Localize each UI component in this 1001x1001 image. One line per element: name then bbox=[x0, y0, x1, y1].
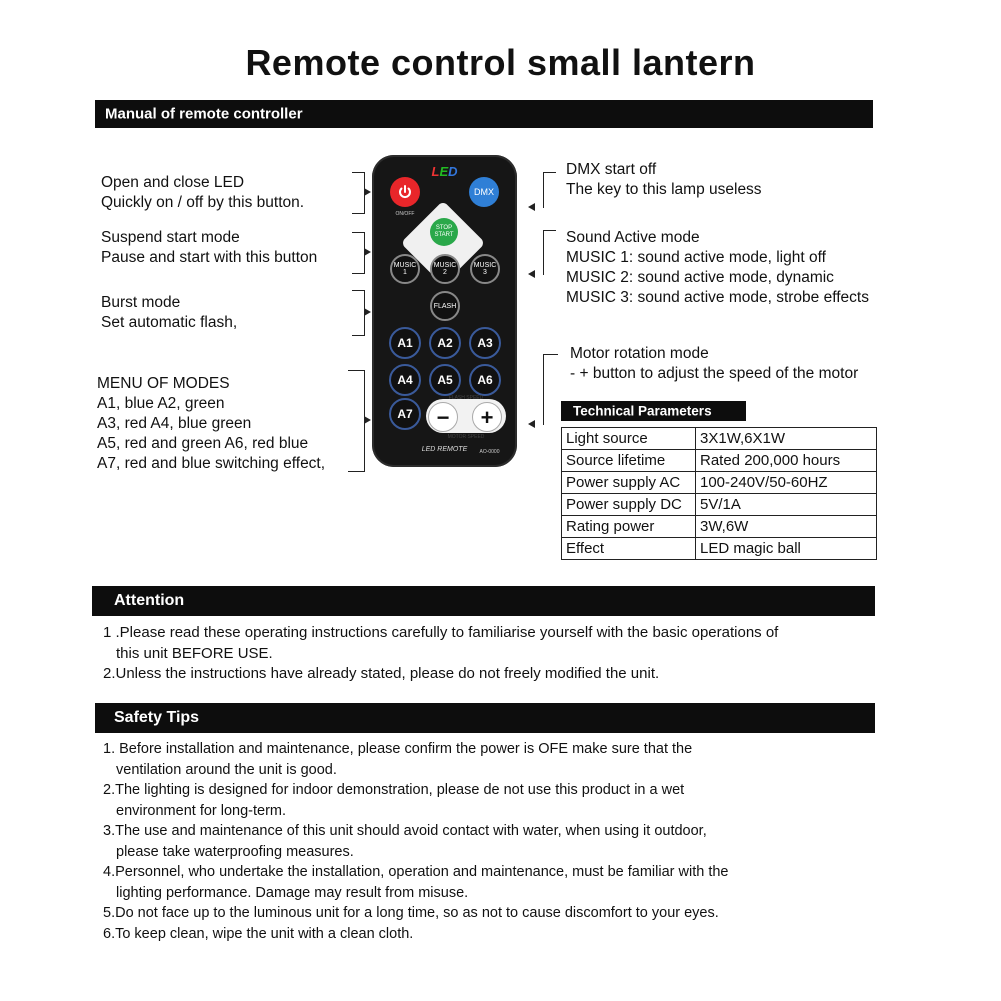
remote-footer: LED REMOTE bbox=[421, 446, 468, 453]
note-stop-start: Suspend start mode Pause and start with this button bbox=[101, 229, 318, 266]
attention-list: 1 .Please read these operating instructions carefully to familiarise yourself with the basic operations of this unit BEFORE USE. 2.Unless the instructions have already stated, please do not freely modified the unit. bbox=[103, 624, 779, 682]
on-off-label: ON/OFF bbox=[395, 211, 415, 217]
dmx-button[interactable]: DMX bbox=[469, 177, 499, 207]
motor-speed-label: MOTOR SPEED bbox=[447, 434, 485, 440]
arrow-left-4 bbox=[364, 416, 371, 424]
minus-button[interactable] bbox=[428, 402, 458, 432]
flash-button[interactable]: FLASH bbox=[430, 291, 460, 321]
arrow-left-1 bbox=[364, 188, 371, 196]
power-button[interactable] bbox=[390, 177, 420, 207]
tech-params-header-bar bbox=[561, 401, 746, 421]
table-row: Source lifetime Rated 200,000 hours bbox=[562, 450, 877, 472]
attention-header: Attention bbox=[114, 592, 185, 609]
remote-model: AO-0000 bbox=[479, 449, 500, 455]
table-row: Rating power 3W,6W bbox=[562, 516, 877, 538]
menu-of-modes: MENU OF MODES A1, blue A2, green A3, red A4, blue green A5, red and green A6, red blue A7, red and blue switching effect, bbox=[97, 375, 326, 472]
safety-list: 1. Before installation and maintenance, please confirm the power is OFE make sure that the ventilation around the unit is good. 2.The lighting is designed for indoor demonstration, please de not use this product in a wet environment for long-term. 3.The use and maintenance of this unit should avoid contact with water, when using it outdoor, please take waterproofing measures. 4.Personnel, who undertake the installation, operation and maintenance, must be familiar with the lighting performance. Damage may result from misuse. 5.Do not face up to the luminous unit for a long time, so as not to cause discomfort to your eyes. 6.To keep clean, wipe the unit with a clean cloth. bbox=[103, 741, 729, 942]
arrow-right-2 bbox=[528, 270, 535, 278]
safety-header: Safety Tips bbox=[114, 709, 200, 726]
manual-header-bar bbox=[95, 100, 873, 128]
bracket-left-4 bbox=[348, 370, 365, 472]
arrow-left-3 bbox=[364, 308, 371, 316]
mode-a6-button[interactable]: A6 bbox=[469, 364, 501, 396]
music-3-button[interactable]: MUSIC 3 bbox=[470, 254, 500, 284]
note-sound-active: Sound Active mode MUSIC 1: sound active mode, light off MUSIC 2: sound active mode, dynamic MUSIC 3: sound active mode, strobe effects bbox=[566, 229, 869, 306]
page-title: Remote control small lantern bbox=[245, 42, 756, 83]
mode-a3-button[interactable]: A3 bbox=[469, 327, 501, 359]
music-1-button[interactable]: MUSIC 1 bbox=[390, 254, 420, 284]
mode-a7-button[interactable]: A7 bbox=[389, 398, 421, 430]
remote-brand: LED bbox=[431, 164, 458, 179]
remote-control bbox=[372, 155, 517, 467]
power-icon bbox=[397, 184, 413, 200]
bracket-right-3 bbox=[543, 354, 558, 425]
table-row: Light source 3X1W,6X1W bbox=[562, 428, 877, 450]
menu-heading: MENU OF MODES bbox=[97, 375, 230, 392]
bracket-right-2 bbox=[543, 230, 556, 275]
music-2-button[interactable]: MUSIC 2 bbox=[430, 254, 460, 284]
tech-params-table bbox=[561, 427, 877, 560]
mode-a4-button[interactable]: A4 bbox=[389, 364, 421, 396]
manual-header: Manual of remote controller bbox=[105, 105, 303, 123]
minus-icon: − bbox=[436, 404, 450, 430]
arrow-left-2 bbox=[364, 248, 371, 256]
note-dmx: DMX start off The key to this lamp useless bbox=[566, 161, 762, 198]
note-on-off: Open and close LED Quickly on / off by this button. bbox=[101, 174, 305, 211]
mode-a5-button[interactable]: A5 bbox=[429, 364, 461, 396]
note-motor: Motor rotation mode - + button to adjust the speed of the motor bbox=[570, 345, 859, 382]
table-row: Effect LED magic ball bbox=[562, 538, 877, 560]
table-row: Power supply AC 100-240V/50-60HZ bbox=[562, 472, 877, 494]
arrow-right-3 bbox=[528, 420, 535, 428]
table-row: Power supply DC 5V/1A bbox=[562, 494, 877, 516]
arrow-right-1 bbox=[528, 203, 535, 211]
safety-header-bar bbox=[95, 703, 875, 733]
note-flash: Burst mode Set automatic flash, bbox=[101, 294, 238, 331]
mode-a2-button[interactable]: A2 bbox=[429, 327, 461, 359]
tech-params-header: Technical Parameters bbox=[573, 403, 712, 419]
bracket-right-1 bbox=[543, 172, 556, 208]
flash-speed-label: FLASH SPEED bbox=[448, 395, 484, 401]
plus-button[interactable] bbox=[472, 402, 502, 432]
attention-header-bar bbox=[92, 586, 875, 616]
mode-a1-button[interactable]: A1 bbox=[389, 327, 421, 359]
stop-start-button[interactable]: STOP START bbox=[430, 218, 458, 246]
plus-icon: + bbox=[480, 404, 494, 430]
